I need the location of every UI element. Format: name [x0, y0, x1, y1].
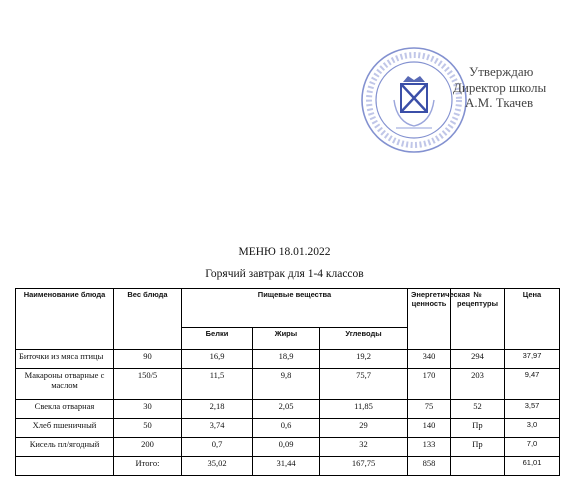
approval-line-approve: Утверждаю: [469, 64, 534, 79]
dish-weight: 200: [114, 438, 182, 457]
dish-weight: 90: [114, 350, 182, 369]
dish-carbs: 32: [320, 438, 408, 457]
header-recipe: № рецептуры: [451, 289, 505, 350]
header-energy: Энергетическая ценность: [408, 289, 451, 350]
table-total-row: [16, 457, 560, 476]
dish-energy: 170: [408, 369, 451, 400]
dish-weight: 30: [114, 400, 182, 419]
dish-carbs: 75,7: [320, 369, 408, 400]
header-name: Наименование блюда: [16, 289, 114, 350]
approval-line-position: Директор школы: [453, 79, 547, 95]
table-row: [16, 369, 560, 400]
approval-block: [453, 64, 546, 111]
dish-name: Макароны отварные с маслом: [16, 369, 114, 400]
header-fat: Жиры: [253, 328, 320, 350]
total-label: Итого:: [114, 457, 182, 476]
dish-recipe: 52: [451, 400, 505, 419]
dish-fat: 2,05: [253, 400, 320, 419]
total-protein: 35,02: [182, 457, 253, 476]
dish-weight: 50: [114, 419, 182, 438]
dish-name: Кисель пл/ягодный: [16, 438, 114, 457]
dish-recipe: Пр: [451, 438, 505, 457]
dish-protein: 2,18: [182, 400, 253, 419]
header-protein: Белки: [182, 328, 253, 350]
header-carbs: Углеводы: [320, 328, 408, 350]
header-weight: Вес блюда: [114, 289, 182, 350]
dish-price: 3,0: [505, 419, 560, 438]
dish-fat: 0,6: [253, 419, 320, 438]
dish-recipe: Пр: [451, 419, 505, 438]
dish-name: Биточки из мяса птицы: [16, 350, 114, 369]
dish-price: 7,0: [505, 438, 560, 457]
dish-recipe: 294: [451, 350, 505, 369]
dish-name: Свекла отварная: [16, 400, 114, 419]
approval-line-name: А.М. Ткачев: [465, 95, 534, 110]
dish-protein: 11,5: [182, 369, 253, 400]
dish-fat: 9,8: [253, 369, 320, 400]
dish-carbs: 29: [320, 419, 408, 438]
dish-protein: 3,74: [182, 419, 253, 438]
dish-energy: 140: [408, 419, 451, 438]
dish-carbs: 19,2: [320, 350, 408, 369]
total-empty-cell: [16, 457, 114, 476]
dish-energy: 75: [408, 400, 451, 419]
total-fat: 31,44: [253, 457, 320, 476]
total-carbs: 167,75: [320, 457, 408, 476]
total-recipe-empty: [451, 457, 505, 476]
dish-price: 3,57: [505, 400, 560, 419]
total-price: 61,01: [505, 457, 560, 476]
total-energy: 858: [408, 457, 451, 476]
dish-protein: 16,9: [182, 350, 253, 369]
table-row: [16, 350, 560, 369]
meal-title: Горячий завтрак для 1-4 классов: [205, 268, 364, 280]
dish-carbs: 11,85: [320, 400, 408, 419]
dish-protein: 0,7: [182, 438, 253, 457]
table-row: [16, 438, 560, 457]
table-row: [16, 400, 560, 419]
dish-fat: 18,9: [253, 350, 320, 369]
menu-table: [15, 288, 560, 476]
dish-price: 37,97: [505, 350, 560, 369]
dish-energy: 340: [408, 350, 451, 369]
menu-date-title: МЕНЮ 18.01.2022: [238, 246, 331, 258]
header-nutrients: Пищевые вещества: [182, 289, 408, 328]
dish-name: Хлеб пшеничный: [16, 419, 114, 438]
dish-fat: 0,09: [253, 438, 320, 457]
header-price: Цена: [505, 289, 560, 350]
dish-energy: 133: [408, 438, 451, 457]
dish-price: 9,47: [505, 369, 560, 400]
dish-recipe: 203: [451, 369, 505, 400]
dish-weight: 150/5: [114, 369, 182, 400]
table-row: [16, 419, 560, 438]
table-header-row: [16, 289, 560, 328]
